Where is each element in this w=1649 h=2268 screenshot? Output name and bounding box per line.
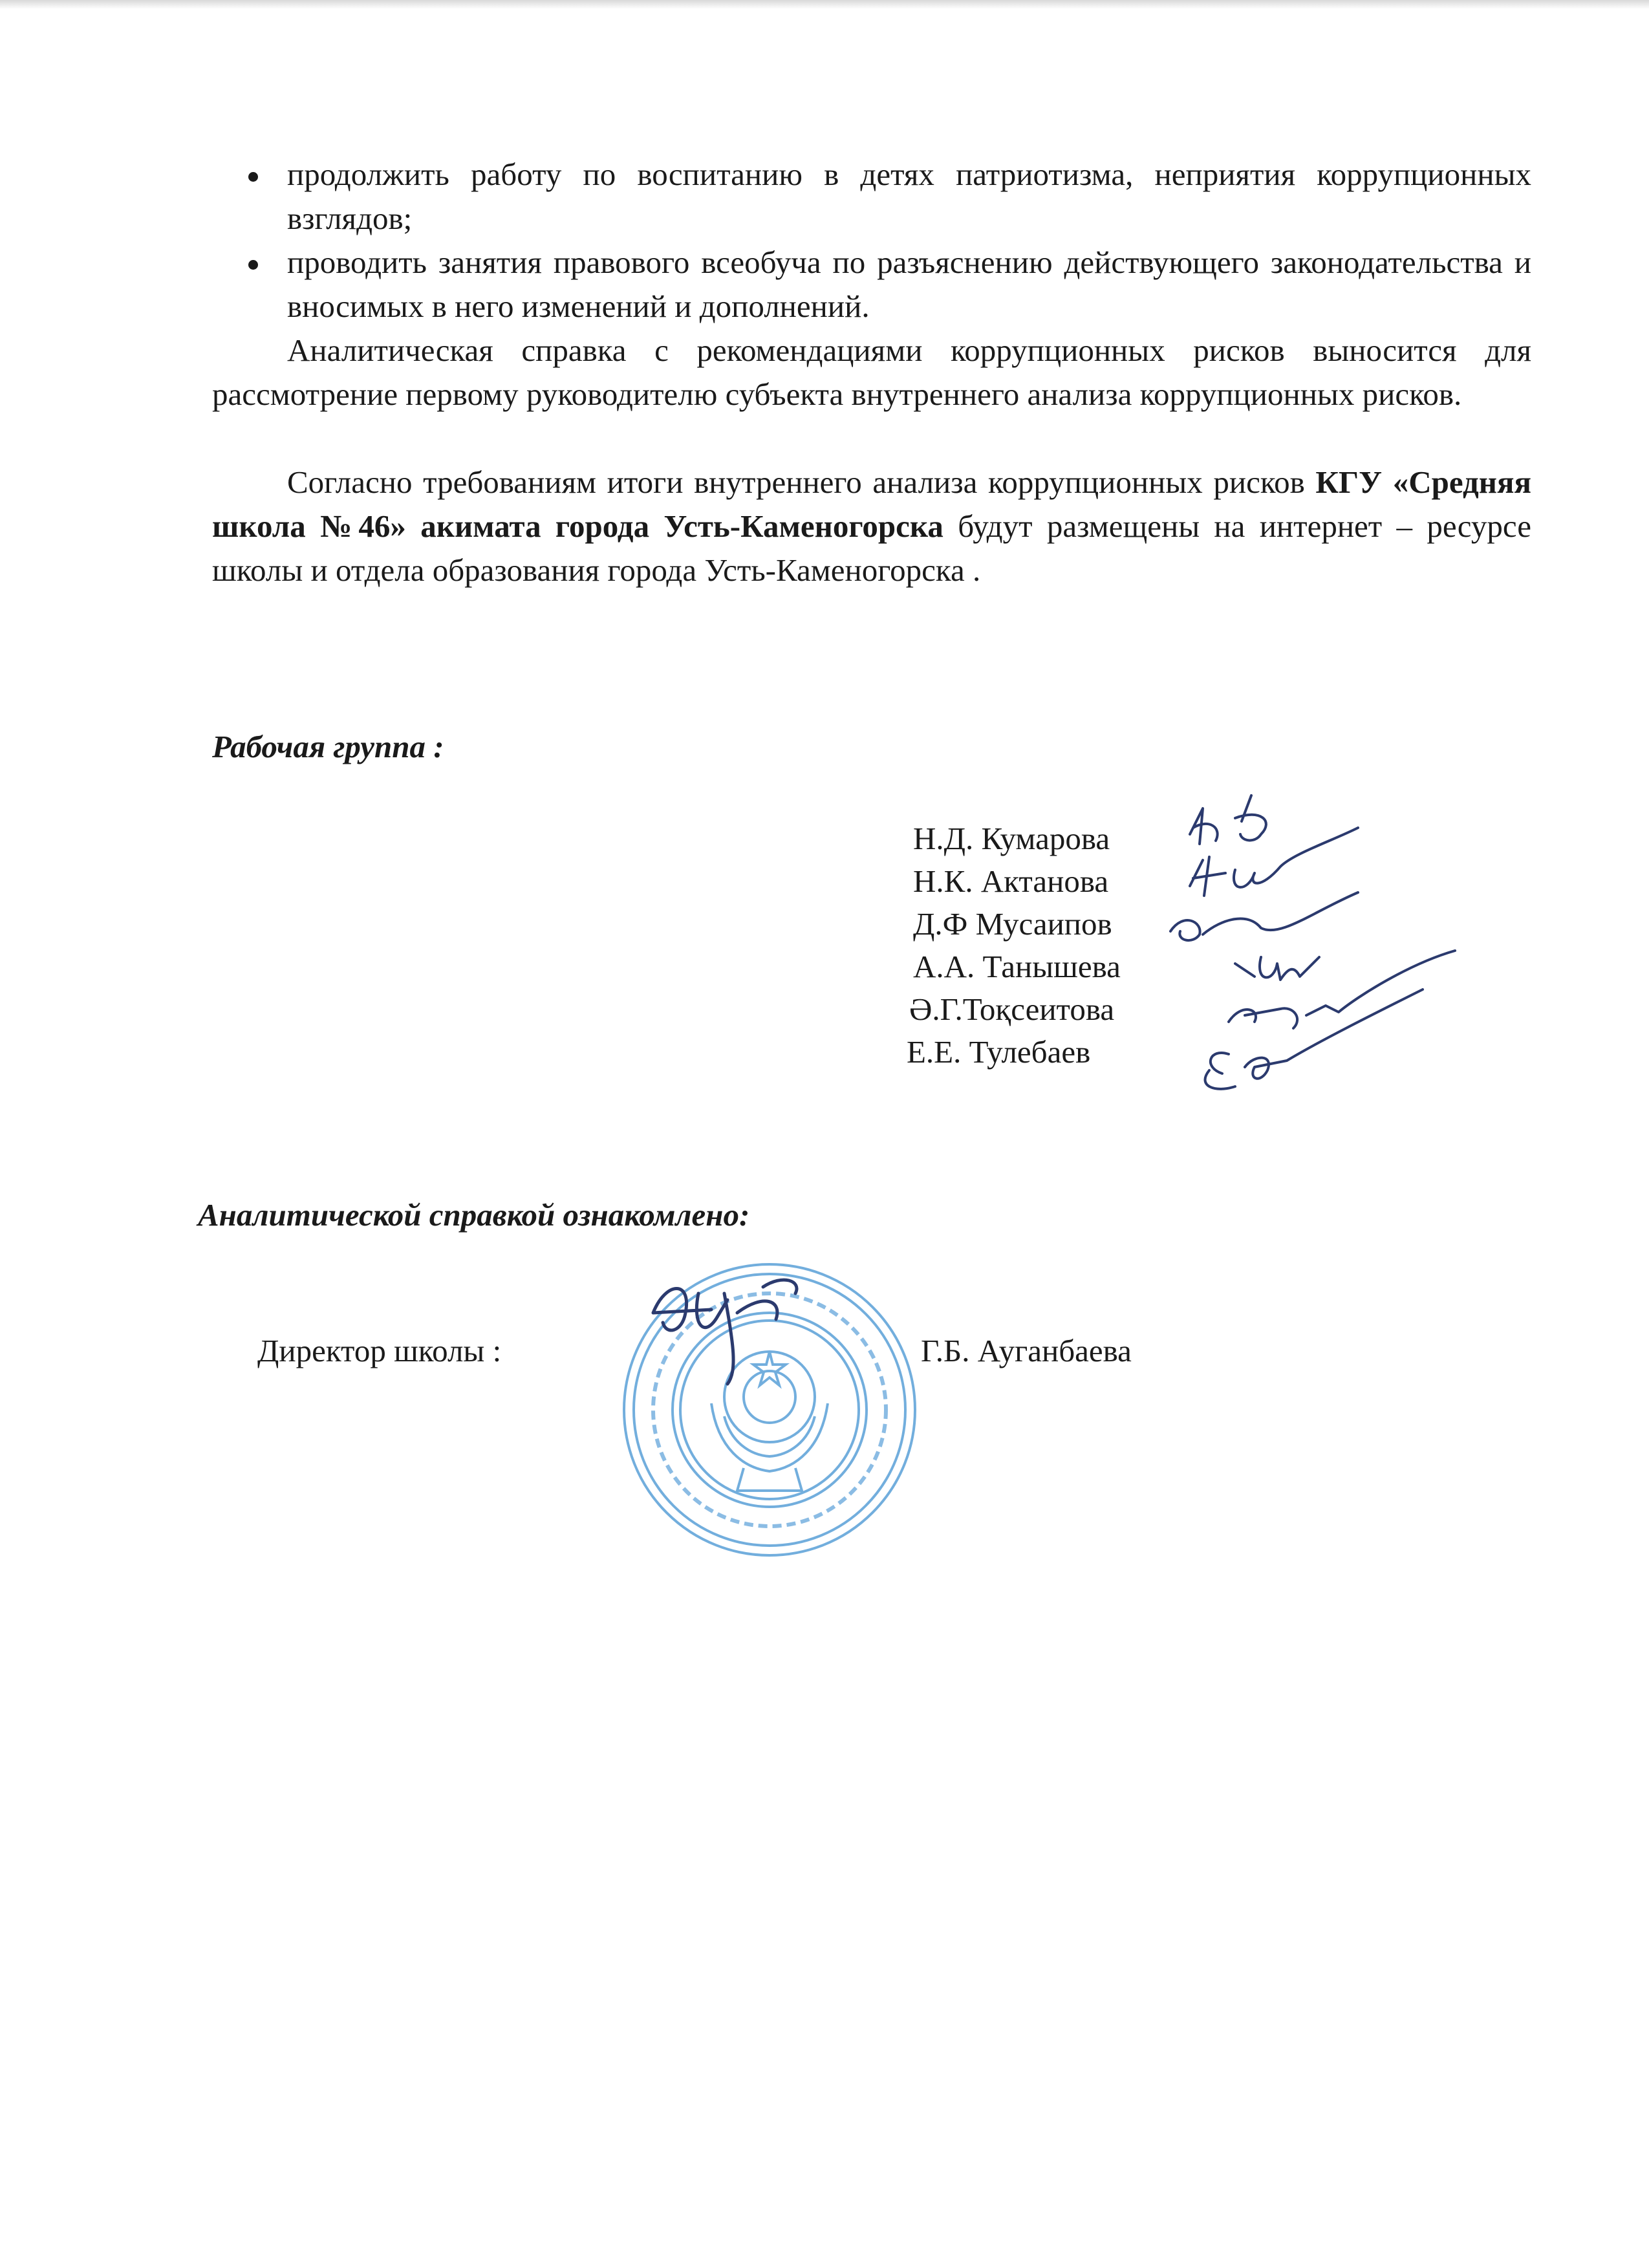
work-group-members [907,817,1121,1074]
paragraph-lead: Согласно требованиям итоги внутреннего анализа коррупционных рисков [287,464,1316,500]
list-item [212,241,1531,329]
list-item-text: продолжить работу по воспитанию в детях патриотизма, неприятия коррупционных взглядов; [287,157,1531,236]
scan-edge [0,0,1649,9]
member-name: Е.Е. Тулебаев [907,1034,1091,1070]
signatures-icon [1164,783,1487,1119]
member-name: Д.Ф Мусаипов [913,906,1112,942]
member-name: Н.Д. Кумарова [913,821,1110,856]
familiarized-heading: Аналитической справкой ознакомлено: [198,1197,750,1233]
director-name: Г.Б. Ауганбаева [921,1333,1132,1368]
organization-name: КГУ «Средняя школа №46» акимата города Усть-Каменогорска [212,464,1531,544]
bullet-icon [248,172,258,182]
list-item-text: проводить занятия правового всеобуча по разъяснению действующего законодательства и вносимых в него изменений и дополнений. [287,244,1531,324]
director-label: Директор школы : [257,1333,502,1368]
paragraph-publication [212,460,1531,592]
work-group-heading: Рабочая группа : [212,729,444,764]
paragraph-tail: будут размещены на интернет – ресурсе школы и отдела образования города Усть-Каменогорска . [212,508,1531,588]
bullet-icon [248,260,258,270]
member-name: Н.К. Актанова [913,863,1109,899]
stamp-icon [614,1255,925,1565]
list-item [212,153,1531,241]
member-name: А.А. Танышева [913,949,1121,984]
paragraph-analytical-report: Аналитическая справка с рекомендациями коррупционных рисков выносится для рассмотрение первому руководителю субъекта внутреннего анализа коррупционных рисков. [212,332,1531,412]
recommendations-list [212,153,1531,329]
member-name: Ә.Г.Тоқсеитова [909,991,1115,1027]
